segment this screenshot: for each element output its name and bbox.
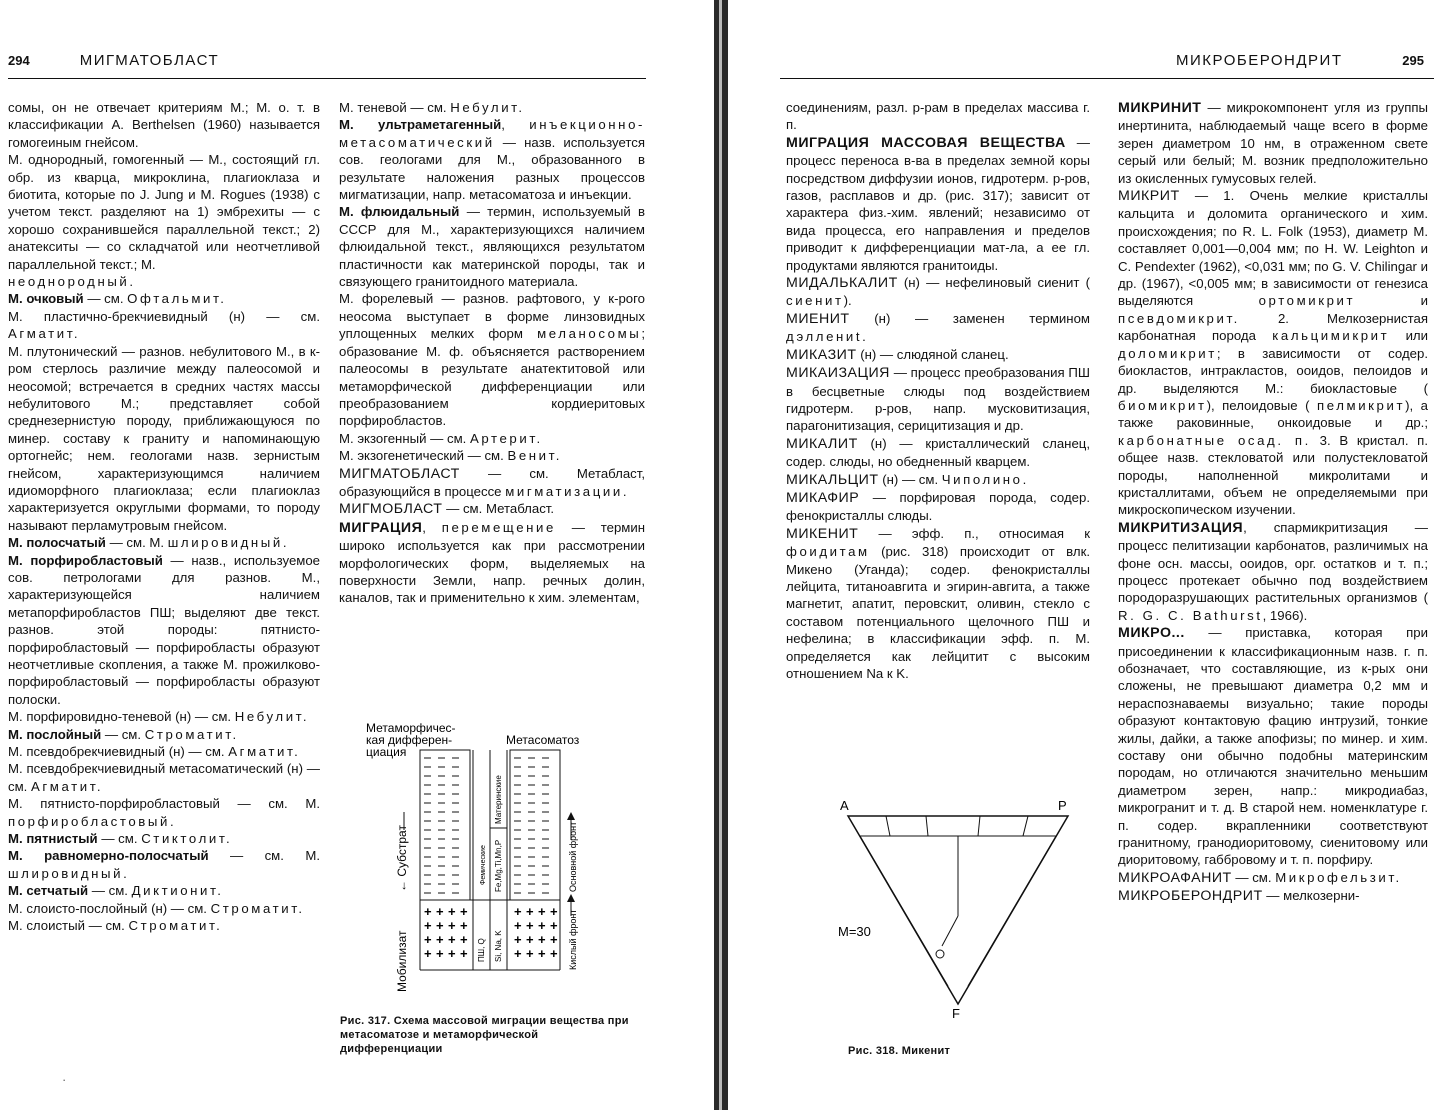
svg-text:+: + (526, 904, 534, 919)
dictionary-entry (786, 364, 1090, 435)
dictionary-entry (8, 847, 320, 882)
entry-text: — приставка, которая при присоединении к классификационным назв. г. п. обозначает, что составляющие, из к-рых они сложены, не превышают диаметра 0,2 мм и нераспознаваемы визуально; такие породы образуют контактовую фацию интрузий, тонкие жилы, дайки, а также апофизы; по минер. и хим. составу они обычно подобны материнским породам, но отличаются значительно меньшим диаметром зерен, напр.: микродиабаз, микрогранит и т. д. В старой нем. номенклатуре г. п. содер. вкрапленники соответствуют гранитному, гранодиоритовому, сиенитовому или диоритовому, габбровому и т. п. порфиру. (1118, 625, 1428, 868)
page-mark-dot: · (62, 1072, 67, 1087)
entry-text: — термин, используемый в СССР для М., характеризующихся наличием флюидальной текст., являющихся результатом пластичности как материнской породы, так и связующего гранитоидного материала. (339, 204, 645, 290)
entry-crossref: неоднородный. (8, 274, 136, 290)
entry-crossref: меланосомы (537, 326, 642, 342)
entry-crossref: R. G. C. Bathurst (1118, 607, 1263, 623)
entry-text: М. пятнисто-порфиробластовый — см. М. (8, 796, 320, 812)
dictionary-entry (8, 552, 320, 709)
entry-headword: МИГМОБЛАСТ (339, 501, 443, 518)
entry-crossref: перемещение (441, 519, 556, 535)
fig317-label-ph: ПШ, Q (477, 938, 486, 962)
dictionary-entry (339, 99, 645, 116)
dictionary-entry (8, 99, 320, 151)
dictionary-entry (339, 500, 645, 518)
svg-text:+: + (550, 946, 558, 961)
dictionary-entry (339, 447, 645, 464)
dictionary-entry (8, 290, 320, 307)
entry-text: , (501, 117, 530, 133)
dictionary-entry (786, 99, 1090, 134)
svg-text:+: + (550, 932, 558, 947)
svg-text:+: + (436, 946, 444, 961)
entry-text: — см. Метабласт. (442, 501, 555, 517)
fig318-label-f: F (952, 1006, 960, 1021)
dictionary-entry (8, 151, 320, 273)
svg-text:+: + (448, 932, 456, 947)
svg-text:+: + (538, 932, 546, 947)
fig317-label-femin: Фемические (480, 845, 487, 885)
dictionary-entry (8, 708, 320, 725)
figure-318-diagram (838, 796, 1078, 1026)
fig317-label-right: Метасоматоз (506, 733, 580, 747)
entry-headword: МИКАЗИТ (786, 346, 857, 363)
entry-crossref: инъекционно-метасоматический (339, 117, 645, 150)
fig317-label-parent-rocks: Материнские (494, 775, 503, 824)
figure-317-diagram (360, 720, 630, 1000)
entry-text: — процесс преобразования ПШ в бесцветные слюды под воздействием гидротерм. р-ров, напр. мусковитизация, парагонитизация, серицитизация и др. (786, 365, 1090, 434)
entry-text: ). (843, 293, 852, 309)
right-page (728, 0, 1439, 1110)
entry-text: ), пелоидовые ( (1206, 397, 1310, 413)
entry-text: — микрокомпонент угля из группы инертинита, наблюдаемый чаще всего в форме зерен диаметром 10 нм, в отраженном свете серый или белый; М. возник предположительно из окисленных гумусовых гелей. (1118, 100, 1428, 186)
entry-text: , 1966). (1262, 607, 1308, 623)
entry-text: (н) — нефелиновый сиенит ( (897, 275, 1090, 291)
page-number-right: 295 (1402, 52, 1424, 68)
fig317-label-basic-front: Основной фронт (568, 821, 578, 892)
entry-crossref: Строматит. (144, 726, 239, 742)
fig317-label-femgtimnp: Fe,Mg,Ti,Mn,P (494, 839, 503, 892)
entry-text: М. псевдобрекчиевидный метасоматический (н) — см. (8, 761, 320, 794)
left-column-1 (8, 99, 320, 935)
entry-text: — см. (97, 831, 138, 847)
entry-headword: МИКРИНИТ (1118, 100, 1202, 116)
svg-text:+: + (550, 918, 558, 933)
figure-317-caption: Рис. 317. Схема массовой миграции вещества при метасоматозе и метаморфической дифференциации (340, 1015, 629, 1055)
svg-text:+: + (460, 946, 468, 961)
svg-text:+: + (514, 918, 522, 933)
dictionary-entry (339, 116, 645, 203)
entry-text: — порфировая порода, содер. фенокристаллы слюды. (786, 489, 1090, 524)
entry-crossref: карбонатные осад. п. (1118, 432, 1311, 448)
entry-subterm: М. флюидальный (339, 204, 460, 220)
entry-text: М. слоисто-послойный (н) — см. (8, 900, 207, 916)
left-column-2 (339, 99, 645, 607)
fig317-label-left-1: Метаморфичес- (366, 721, 456, 735)
entry-headword: МИКАЛИТ (786, 435, 858, 452)
entry-text: (н) — см. (878, 471, 939, 487)
dictionary-entry (1118, 187, 1428, 519)
header-rule-left (8, 78, 646, 79)
entry-text: — термин широко используется как при рассмотрении морфологических форм, выделяемых на поверхности Земли, напр. речных долин, каналов, так и применительно к хим. элементам, (339, 519, 645, 606)
entry-text: М. плутонический — разнов. небулитового М., в к-ром стерлось различие между палеосомой и неосомой; встречается в средних частях массы небулитового М.; представляет собой среднезернистую породу, приближающуюся по минер. составу к граниту и напоминающую ортогнейс; нем. геологами назв. зернистым гнейсом, характеризующимся наличием идиоморфного плагиоклаза; если плагиоклаз характеризуется округлыми формами, то породу называют перламутровым гнейсом. (8, 343, 320, 533)
dictionary-entry (786, 471, 1090, 489)
entry-text: М. теневой — см. (339, 100, 447, 115)
entry-text: , (422, 519, 442, 535)
entry-crossref: Диктионит. (131, 883, 224, 899)
entry-text: или (1389, 328, 1428, 344)
entry-crossref: Строматит. (210, 900, 305, 916)
figure-318-caption: Рис. 318. Микенит (848, 1045, 951, 1057)
entry-subterm: М. порфиробластовый (8, 552, 163, 568)
svg-text:+: + (550, 904, 558, 919)
entry-headword: МИКРОБЕРОНДРИТ (1118, 888, 1263, 905)
fig317-label-mobilizate: Мобилизат (395, 930, 409, 992)
svg-text:+: + (424, 904, 432, 919)
entry-text: — назв. используется сов. геологами для М., образованного в результате наложения разных процессов мигматизации, напр. метасоматоза и инъекции. (339, 134, 645, 203)
dictionary-entry (8, 917, 320, 934)
dictionary-entry (8, 900, 320, 917)
entry-text: (н) — заменен термином (849, 310, 1090, 326)
entry-text: (рис. 318) происходит от влк. Микено (Уганда); содер. фенокристаллы лейцита, титаноавгита и эгирин-авгита, а также магнетит, апатит, перовскит, оливин, стекло с составом потенциального щелочного ПШ и нефелина; в классификации эфф. п. М. определяется как лейцитит с высоким отношением Na к K. (786, 544, 1090, 681)
right-column-1 (786, 99, 1090, 682)
entry-text: М. экзогенный — см. (339, 430, 467, 446)
entry-crossref: порфиробластовый. (8, 813, 177, 829)
dictionary-entry (786, 489, 1090, 525)
svg-text:+: + (460, 932, 468, 947)
svg-text:+: + (460, 904, 468, 919)
svg-text:+: + (448, 904, 456, 919)
entry-text: — см. (88, 883, 128, 899)
entry-headword: МИЕНИТ (786, 310, 850, 327)
entry-crossref: доломикрит (1118, 345, 1217, 361)
svg-text:+: + (460, 918, 468, 933)
svg-text:+: + (514, 946, 522, 961)
entry-crossref: сиенит (786, 293, 844, 309)
dictionary-entry (8, 760, 320, 795)
svg-text:+: + (448, 918, 456, 933)
dictionary-entry (1118, 869, 1428, 887)
right-page-header (1176, 48, 1424, 72)
entry-headword: МИГМАТОБЛАСТ (339, 465, 460, 482)
entry-text: ; образование М. ф. объясняется растворением палеосомы в результате анатектитовой или метаморфической дифференциации или преобразованием кордиеритовых порфиробластов. (339, 326, 646, 429)
entry-subterm: М. полосчатый (8, 535, 106, 551)
entry-text: — см. М. (208, 848, 320, 864)
entry-crossref: кальцимикрит (1272, 328, 1390, 344)
entry-text: 2. Мелкозернистая карбонатная порода (1118, 310, 1428, 344)
dictionary-entry (786, 525, 1090, 683)
entry-subterm: М. ультраметагенный (339, 117, 502, 133)
dictionary-entry (8, 830, 320, 847)
entry-crossref: Небулит. (450, 100, 525, 115)
entry-text: сомы, он не отвечает критериям М.; М. о. т. в классификации A. Berthelsen (1960) называется гомогеиным гнейсом. (8, 100, 320, 150)
svg-text:+: + (514, 932, 522, 947)
svg-text:+: + (436, 918, 444, 933)
entry-headword: МИГРАЦИЯ (339, 519, 423, 536)
entry-crossref: шлировидный. (8, 865, 130, 881)
header-rule-right (780, 78, 1434, 79)
dictionary-entry (1118, 887, 1428, 905)
entry-headword: МИКРИТ (1118, 188, 1180, 205)
svg-text:+: + (436, 932, 444, 947)
left-page (0, 0, 714, 1110)
fig317-label-left-3: циация (366, 745, 407, 759)
dictionary-entry (8, 795, 320, 830)
entry-text: М. псевдобрекчиевидный (н) — см. (8, 744, 225, 760)
entry-text: и (1355, 293, 1428, 309)
dictionary-entry (339, 465, 645, 501)
dictionary-entry (339, 519, 645, 607)
left-page-header (8, 48, 648, 72)
book-gutter (714, 0, 728, 1110)
dictionary-entry (339, 290, 645, 429)
entry-headword: МИКЕНИТ (786, 525, 859, 542)
entry-text: соединениям, разл. р-рам в пределах массива г. п. (786, 100, 1090, 133)
entry-text: — 1. Очень мелкие кристаллы кальцита и доломита органического и хим. происхождения; по R. L. Folk (1953), диаметр М. составляет 0,001—0,004 мм; по H. W. Leighton и C. Pendexter (1962), <0,031 мм; по G. V. Chilingar и др. (1967), <0,005 мм; в зависимости от генезиса выделяются (1118, 188, 1428, 309)
dictionary-entry (8, 343, 320, 534)
svg-text:+: + (538, 946, 546, 961)
svg-text:+: + (538, 918, 546, 933)
entry-subterm: М. равномерно-полосчатый (8, 848, 209, 864)
dictionary-entry (339, 203, 645, 290)
fig317-label-left-2: кая дифферен- (366, 733, 453, 747)
entry-crossref: дэллениt. (786, 329, 869, 345)
entry-text: , спармикритизация — процесс пелитизации карбонатов, различимых на фоне осн. массы, ооидов, орг. остатков и т. п.; процесс протекает обычно под воздействием породоразрушающих растительных организмов ( (1118, 519, 1428, 606)
dictionary-entry (8, 308, 320, 343)
fig318-label-m: M=30 (838, 924, 871, 939)
dictionary-entry (1118, 99, 1428, 187)
entry-crossref: Офтальмит. (127, 291, 227, 307)
entry-text: М. экзогенетический — см. (339, 448, 504, 464)
figure-318 (838, 796, 1078, 1026)
entry-crossref: Небулит. (234, 709, 310, 725)
dictionary-entry (8, 743, 320, 760)
svg-text:+: + (424, 946, 432, 961)
entry-crossref: Агматит. (8, 326, 81, 342)
entry-headword: МИКАИЗАЦИЯ (786, 365, 890, 382)
entry-text: — см. (83, 291, 124, 307)
entry-text: 3. В кристал. п. общее назв. стекловатой или полустекловатой породы, наполненной микролитами и кристаллитами, объем не определяемыми при микроскопическом изучении. (1118, 432, 1428, 518)
entry-text: — см. (101, 726, 142, 742)
entry-text: М. форелевый — разнов. рафтового, у к-рого неосома выступает в форме линзовидных уплощенных мелких форм (339, 291, 645, 342)
dictionary-entry (1118, 519, 1428, 624)
entry-text: — эфф. п., относимая к (858, 525, 1090, 541)
right-column-2 (1118, 99, 1428, 906)
svg-text:+: + (514, 904, 522, 919)
entry-text: ), а также раковинные, онкоидовые и др.; (1118, 397, 1428, 431)
svg-text:+: + (436, 904, 444, 919)
entry-text: М. пластично-брекчиевидный (н) — см. (8, 308, 320, 324)
dictionary-entry (786, 274, 1090, 310)
entry-crossref: Артерит. (469, 430, 543, 446)
entry-text: М. порфировидно-теневой (н) — см. (8, 709, 232, 725)
entry-subterm: М. очковый (8, 291, 84, 307)
entry-crossref: биомикрит (1118, 397, 1207, 413)
fig318-label-p: P (1058, 798, 1067, 813)
svg-text:+: + (538, 904, 546, 919)
entry-text: ; в зависимости от содер. биокластов, интракластов, ооидов, пелоидов и др. выделяются М.: биокластовые ( (1118, 345, 1428, 396)
entry-text: — процесс переноса в-ва в пределах земной коры посредством диффузии ионов, гидротерм. р-ров, газов, расплавов и др. (рис. 317); зависит от характера физ.-хим. явлений; независимо от вида процесса, его направления и пределов приводит к дифференциации мат-ла, а ее гл. продуктами являются гранитоиды. (786, 134, 1090, 273)
dictionary-entry (1118, 624, 1428, 869)
dictionary-entry (786, 310, 1090, 346)
entry-crossref: ортомикрит (1258, 293, 1356, 309)
entry-crossref: шлировидный. (167, 535, 290, 551)
entry-text: — см. Метабласт, образующийся в процессе (339, 465, 645, 499)
page-number-left: 294 (8, 52, 30, 68)
entry-headword: МИКАЛЬЦИТ (786, 471, 879, 488)
dictionary-entry (786, 346, 1090, 364)
fig317-label-acid-front: Кислый фронт (568, 909, 578, 970)
entry-headword: МИКРИТИЗАЦИЯ (1118, 519, 1244, 536)
entry-text: — см. М. (105, 535, 165, 551)
dictionary-entry (8, 273, 320, 290)
dictionary-entry (786, 435, 1090, 471)
entry-crossref: Строматит. (128, 918, 223, 934)
entry-crossref: фоидитам (786, 544, 870, 560)
figure-317 (360, 720, 630, 1000)
entry-subterm: М. сетчатый (8, 883, 89, 899)
entry-text: — мелкозерни- (1262, 888, 1360, 904)
fig317-label-substrate: ← Субстрат (395, 825, 409, 892)
entry-text: М. однородный, гомогенный — М., состоящий гл. обр. из кварца, микроклина, плагиоклаза и биотита, которые по J. Jung и M. Rogues (1938) с учетом текст. разделяют на 1) эмбрехиты — с хорошо сохранившейся параллельной текст.; 2) анатекситы — со складчатой или неотчетливой параллельной текст.; М. (8, 152, 320, 272)
svg-text:+: + (526, 918, 534, 933)
entry-crossref: псевдомикрит. (1118, 310, 1240, 326)
entry-subterm: М. пятнистый (8, 831, 98, 847)
dictionary-entry (8, 882, 320, 899)
entry-headword: МИКРОАФАНИТ (1118, 869, 1232, 886)
dictionary-entry (339, 430, 645, 447)
running-head-right: МИКРОБЕРОНДРИТ (1176, 51, 1343, 69)
svg-text:+: + (526, 932, 534, 947)
entry-headword: МИКРО... (1118, 625, 1185, 642)
entry-crossref: Венит. (507, 448, 563, 464)
dictionary-entry (8, 534, 320, 551)
entry-headword: МИКАФИР (786, 489, 860, 506)
entry-crossref: мигматизации. (505, 483, 630, 499)
entry-subterm: М. послойный (8, 726, 102, 742)
entry-headword: МИДАЛЬКАЛИТ (786, 275, 898, 292)
entry-text: — см. (1231, 869, 1272, 885)
entry-crossref: Агматит. (228, 744, 301, 760)
entry-text: — назв., используемое сов. петрологами для разнов. М., характеризующейся наличием метапорфиробластов ПШ; выделяют две текст. разнов. этой породы: пятнисто-порфиробластовый — порфиробласты образуют неотчетливые скопления, а также М. прожилково-порфиробластовый — порфиробласты образуют полоски. (8, 552, 321, 707)
entry-crossref: Агматит. (31, 778, 104, 794)
fig317-label-sinak: Si, Na, K (494, 930, 503, 962)
entry-text: М. слоистый — см. (8, 918, 125, 934)
svg-text:+: + (448, 946, 456, 961)
svg-text:+: + (424, 918, 432, 933)
dictionary-entry (8, 726, 320, 743)
entry-text: (н) — слюдяной сланец. (856, 346, 1009, 362)
entry-crossref: пелмикрит (1317, 397, 1406, 413)
svg-text:+: + (424, 932, 432, 947)
svg-text:+: + (526, 946, 534, 961)
entry-crossref: Микрофельзит. (1275, 869, 1402, 885)
entry-crossref: Чиполино. (941, 471, 1029, 487)
dictionary-entry (786, 134, 1090, 274)
entry-crossref: Стиктолит. (141, 831, 233, 847)
running-head-left: МИГМАТОБЛАСТ (79, 51, 220, 69)
fig318-label-a: A (840, 798, 849, 813)
entry-text: (н) — кристаллический сланец, содер. слюды, но обедненный кварцем. (786, 435, 1090, 470)
entry-headword: МИГРАЦИЯ МАССОВАЯ ВЕЩЕСТВА (786, 134, 1066, 151)
